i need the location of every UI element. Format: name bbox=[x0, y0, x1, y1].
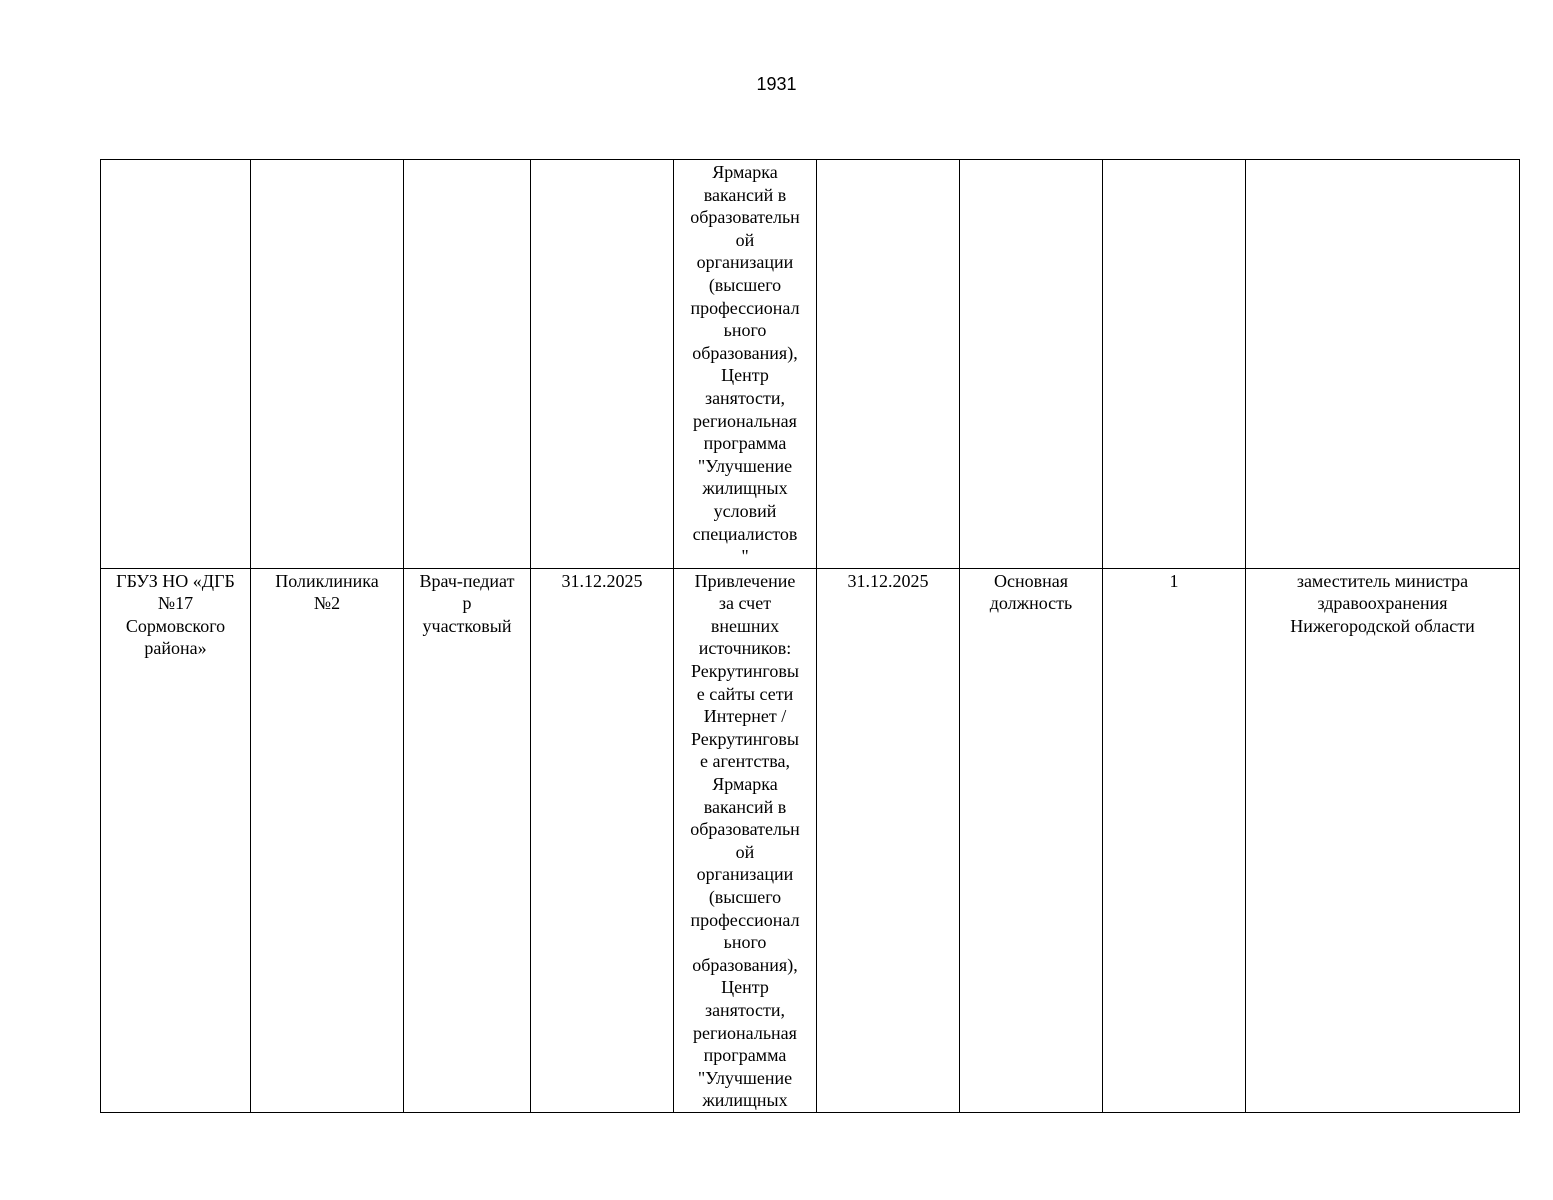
count-cell bbox=[1103, 568, 1246, 1112]
responsible-cell bbox=[1246, 568, 1520, 1112]
organization-text: ГБУЗ НО «ДГБ №17 Сормовского района» bbox=[116, 570, 235, 659]
position-text: Врач-педиат р участковый bbox=[419, 570, 515, 636]
method-cell bbox=[674, 568, 817, 1112]
table-row bbox=[101, 568, 1520, 1112]
organization-cell bbox=[101, 568, 251, 1112]
table-row bbox=[101, 160, 1520, 569]
date-to-cell bbox=[817, 568, 960, 1112]
method-text: Ярмарка вакансий в образовательн ой организации (высшего профессионал ьного образования), Центр занятости, региональная программа "Улучшение жилищных условий специалистов " bbox=[690, 162, 800, 567]
responsible-cell bbox=[1246, 160, 1520, 569]
staffing-table bbox=[100, 159, 1520, 1113]
position-type-text: Основная должность bbox=[989, 570, 1073, 614]
date-to-cell bbox=[817, 160, 960, 569]
unit-cell bbox=[251, 160, 404, 569]
position-cell bbox=[404, 568, 531, 1112]
date-to-text: 31.12.2025 bbox=[847, 570, 929, 591]
date-from-cell bbox=[531, 160, 674, 569]
responsible-text: заместитель министра здравоохранения Нижегородской области bbox=[1290, 570, 1475, 636]
count-cell bbox=[1103, 160, 1246, 569]
position-type-cell bbox=[960, 160, 1103, 569]
position-type-cell bbox=[960, 568, 1103, 1112]
count-text: 1 bbox=[1169, 570, 1179, 591]
page-number: 1931 bbox=[756, 74, 797, 94]
method-text: Привлечение за счет внешних источников: Рекрутинговы е сайты сети Интернет / Рекрутинговы е агентства, Ярмарка вакансий в образовательн ой организации (высшего профессионал ьного образования), Центр занятости, региональная программа "Улучшение жилищных bbox=[690, 570, 800, 1111]
unit-text: Поликлиника №2 bbox=[275, 570, 379, 614]
date-from-text: 31.12.2025 bbox=[561, 570, 643, 591]
date-from-cell bbox=[531, 568, 674, 1112]
method-cell bbox=[674, 160, 817, 569]
organization-cell bbox=[101, 160, 251, 569]
position-cell bbox=[404, 160, 531, 569]
unit-cell bbox=[251, 568, 404, 1112]
